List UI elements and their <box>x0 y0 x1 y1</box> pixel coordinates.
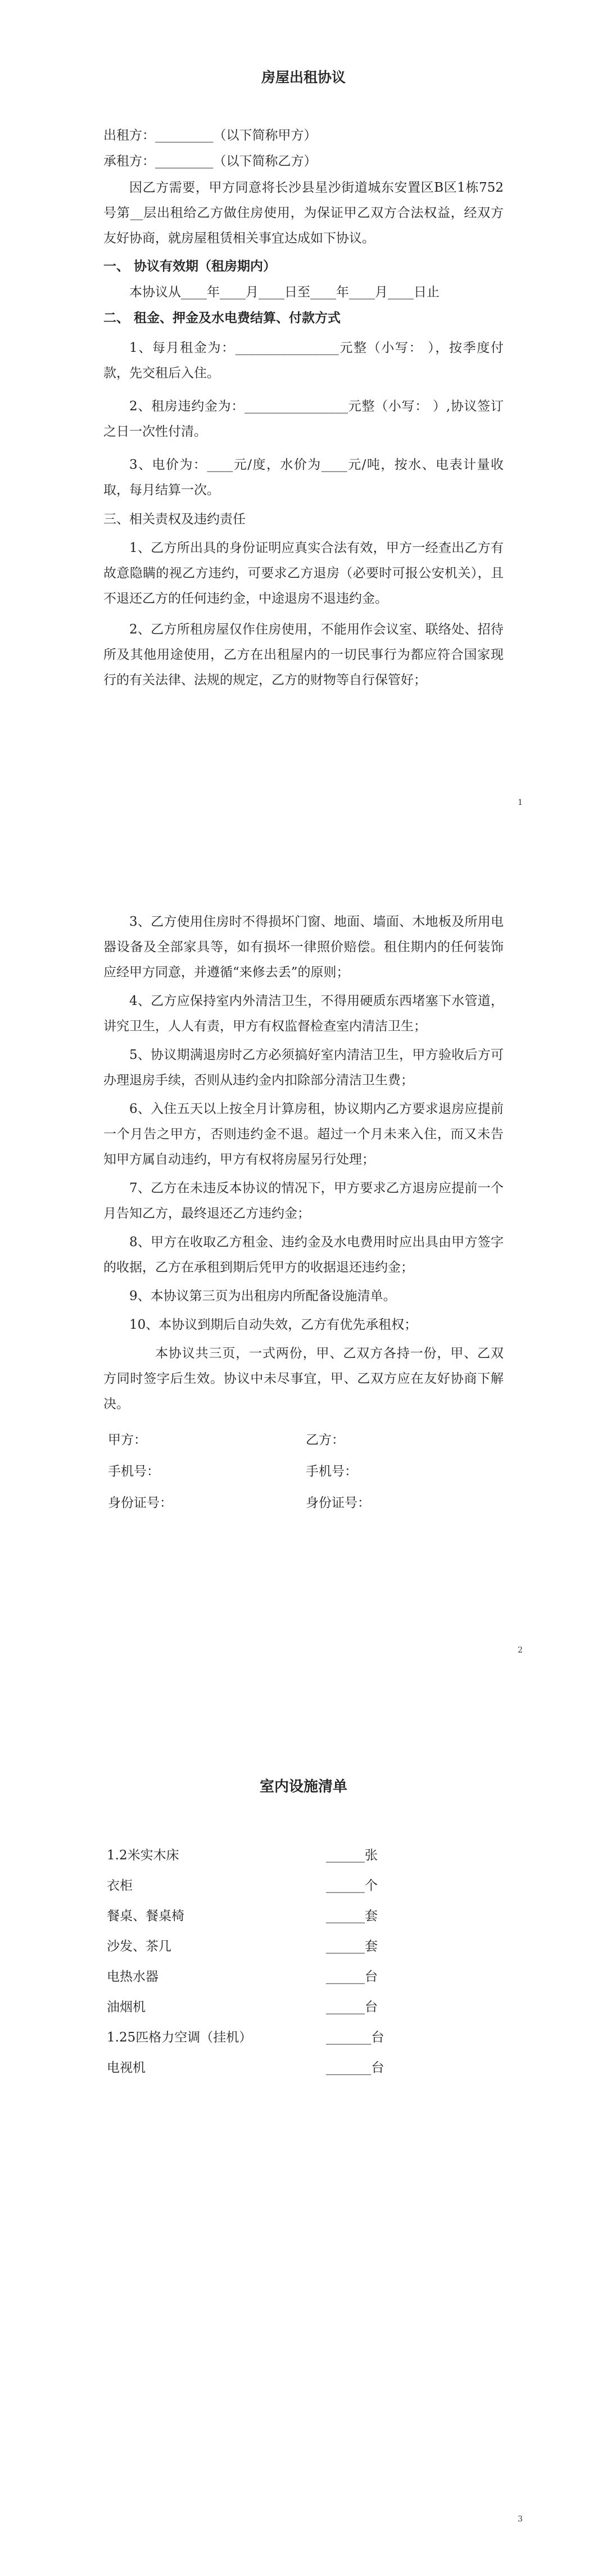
list-item <box>107 1904 399 1928</box>
party-a-phone-label: 手机号： <box>108 1464 160 1479</box>
item-quantity: _______台 <box>326 2061 384 2075</box>
intro-paragraph: 因乙方需要，甲方同意将长沙县星沙街道城东安置区B区1栋752号第__层出租给乙方做住房使用，为保证甲乙双方合法权益，经双方友好协商，就房屋租赁相关事宜达成如下协议。 <box>103 180 504 246</box>
party-a-label: 甲方： <box>108 1433 147 1447</box>
page-number: 2 <box>518 1646 523 1655</box>
list-item <box>107 2026 399 2049</box>
clause-3-7: 7、乙方在未违反本协议的情况下，甲方要求乙方退房应提前一个月告知乙方，最终退还乙方违约金； <box>103 1181 504 1221</box>
item-quantity: ______套 <box>326 1939 378 1954</box>
item-name: 电视机 <box>107 2061 146 2075</box>
party-a-id-label: 身份证号： <box>108 1496 173 1510</box>
section-3-heading: 三、相关责权及违约责任 <box>103 512 246 527</box>
clause-3-2: 2、乙方所租房屋仅作住房使用，不能用作会议室、联络处、招待所及其他用途使用，乙方在出租屋内的一切民事行为都应符合国家现行的有关法律、法规的规定，乙方的财物等自行保管好； <box>103 622 504 687</box>
signature-row-id <box>108 1491 504 1515</box>
item-name: 餐桌、餐桌椅 <box>107 1909 184 1923</box>
list-item <box>107 1874 399 1898</box>
page-number: 1 <box>518 798 523 807</box>
item-quantity: ______套 <box>326 1909 378 1923</box>
clause-3-10: 10、本协议到期后自动失效，乙方有优先承租权； <box>129 1318 418 1332</box>
lessor-line: 出租方：_________（以下简称甲方） <box>103 128 317 143</box>
utility-clause: 3、电价为：____元/度，水价为____元/吨，按水、电表计量收取，每月结算一次。 <box>103 458 504 497</box>
page-1-body <box>103 124 504 693</box>
signature-row-phone <box>108 1460 504 1483</box>
item-name: 1.25匹格力空调（挂机） <box>107 2030 252 2045</box>
lessee-line: 承租方：_________（以下简称乙方） <box>103 154 317 169</box>
list-item <box>107 1935 399 1958</box>
item-quantity: ______台 <box>326 1970 378 1984</box>
list-item <box>107 1844 399 1867</box>
clause-3-3: 3、乙方使用住房时不得损坏门窗、地面、墙面、木地板及所用电器设备及全部家具等，如有损坏一律照价赔偿。租住期内的任何装饰应经甲方同意，并遵循“来修去丢”的原则； <box>103 914 504 980</box>
clause-3-5: 5、协议期满退房时乙方必须搞好室内清洁卫生，甲方验收后方可办理退房手续，否则从违约金内扣除部分清洁卫生费； <box>103 1048 504 1088</box>
item-name: 沙发、茶几 <box>107 1939 171 1954</box>
clause-3-1: 1、乙方所出具的身份证明应真实合法有效，甲方一经查出乙方有故意隐瞒的视乙方违约，可要求乙方退房（必要时可报公安机关），且不退还乙方的任何违约金，中途退房不退违约金。 <box>103 541 504 606</box>
list-item <box>107 1995 399 2019</box>
inventory-title: 室内设施清单 <box>259 1778 347 1795</box>
clause-3-9: 9、本协议第三页为出租房内所配备设施清单。 <box>129 1289 396 1303</box>
party-b-label: 乙方： <box>306 1433 345 1447</box>
page-1 <box>0 0 607 859</box>
item-quantity: ______张 <box>326 1848 378 1863</box>
deposit-clause: 2、租房违约金为：________________元整（小写： ）,协议签订之日一次性付清。 <box>103 399 504 439</box>
item-name: 1.2米实木床 <box>107 1848 179 1863</box>
clause-3-4: 4、乙方应保持室内外清洁卫生，不得用硬质东西堵塞下水管道，讲究卫生，人人有责，甲方有权监督检查室内清洁卫生； <box>103 994 504 1034</box>
page-number: 3 <box>518 2515 523 2524</box>
clause-3-8: 8、甲方在收取乙方租金、违约金及水电费用时应出具由甲方签字的收据，乙方在承租到期后凭甲方的收据退还违约金； <box>103 1235 504 1275</box>
closing-paragraph: 本协议共三页，一式两份，甲、乙双方各持一份，甲、乙双方同时签字后生效。协议中未尽事宜，甲、乙双方应在友好协商下解决。 <box>103 1346 504 1411</box>
inventory-list <box>107 1844 399 2080</box>
list-item <box>107 1965 399 1989</box>
rent-clause: 1、每月租金为：________________元整（小写： ），按季度付款，先交租后入住。 <box>103 341 504 381</box>
clause-3-6: 6、入住五天以上按全月计算房租，协议期内乙方要求退房应提前一个月告之甲方，否则违约金不退。超过一个月未来入住，而又未告知甲方属自动违约，甲方有权将房屋另行处理； <box>103 1102 504 1167</box>
item-quantity: ______个 <box>326 1878 378 1893</box>
item-name: 电热水器 <box>107 1970 158 1984</box>
section-1-heading: 一、 协议有效期（租房期内） <box>103 259 277 274</box>
section-2-heading: 二、 租金、押金及水电费结算、付款方式 <box>103 310 341 325</box>
item-quantity: _______台 <box>326 2030 384 2045</box>
party-b-phone-label: 手机号： <box>306 1464 357 1479</box>
item-quantity: ______台 <box>326 2000 378 2014</box>
term-line: 本协议从____年____月____日至____年____月____日止 <box>129 285 440 300</box>
item-name: 油烟机 <box>107 2000 146 2014</box>
list-item <box>107 2056 399 2080</box>
item-name: 衣柜 <box>107 1878 133 1893</box>
page-2 <box>0 859 607 1718</box>
page-3 <box>0 1718 607 2576</box>
signature-row-party <box>108 1428 504 1452</box>
signature-block <box>103 1428 504 1515</box>
document-title: 房屋出租协议 <box>261 69 346 85</box>
page-2-body <box>103 909 504 1515</box>
party-b-id-label: 身份证号： <box>306 1496 370 1510</box>
